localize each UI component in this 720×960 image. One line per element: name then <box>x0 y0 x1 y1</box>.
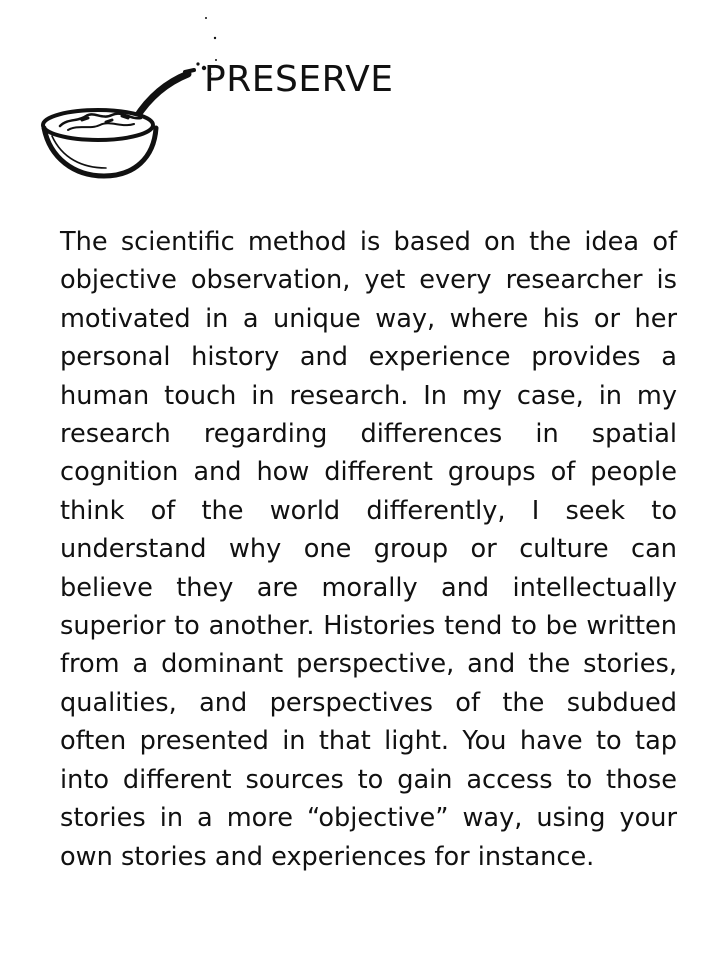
body-paragraph: The scientific method is based on the idea of objective observation, yet every researcher is motivated in a unique way, where his or her personal history and experience provides a human touch in research. In my case, in my research regarding differences in spatial cognition and how different groups of people think of the world differently, I seek to understand why one group or culture can believe they are morally and intellectually superior to another. Histories tend to be written from a dominant perspective, and the stories, qualities, and perspectives of the subdued often presented in that light. You have to tap into different sources to gain access to those stories in a more “objective” way, using your own stories and experiences for instance. <box>60 227 677 872</box>
bowl-with-spoon-icon <box>38 12 228 182</box>
page-title: PRESERVE <box>204 59 394 100</box>
